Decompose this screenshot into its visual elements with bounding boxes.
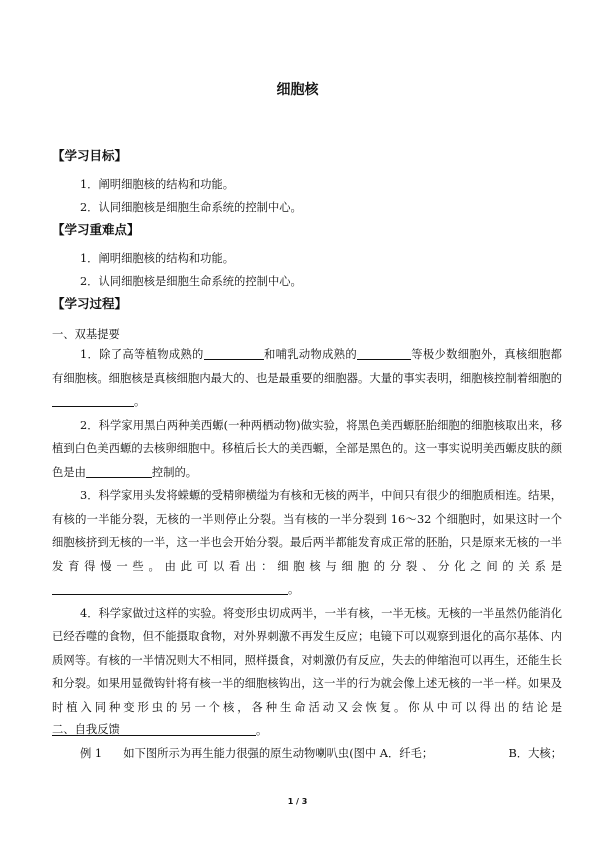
- part-two-heading: 二、自我反馈: [52, 723, 120, 736]
- page-title: 细胞核: [276, 82, 319, 98]
- exercise-1: 1．除了高等植物成熟的 和哺乳动物成熟的 等极少数细胞外，真核细胞都有细胞核。细胞核是真核细胞内最大的、也是最重要的细胞器。大量的事实表明，细胞核控制着细胞的。: [52, 348, 562, 408]
- goal-item-1: 1．阐明细胞核的结构和功能。: [80, 178, 235, 191]
- section-heading-process: 【学习过程】: [52, 296, 128, 311]
- example-text: 如下图所示为再生能力很强的原生动物喇叭虫(图中 A．纤毛；: [123, 747, 434, 760]
- key-point-item-2: 2．认同细胞核是细胞生命系统的控制中心。: [80, 275, 302, 288]
- answer-blank-1[interactable]: [204, 346, 264, 360]
- part-one-heading: 一、双基提要: [52, 328, 120, 341]
- goal-item-2: 2．认同细胞核是细胞生命系统的控制中心。: [80, 201, 302, 214]
- answer-blank-3[interactable]: [52, 393, 134, 407]
- section-heading-goals: 【学习目标】: [52, 148, 128, 163]
- page-number: 1 / 3: [287, 797, 308, 806]
- answer-blank-2[interactable]: [357, 346, 411, 360]
- exercise-paragraphs: [52, 343, 562, 743]
- example-label: 例 1: [80, 747, 103, 760]
- example-tail: B．大核；: [508, 747, 562, 760]
- exercise-4: 4．科学家做过这样的实验。将变形虫切成两半，一半有核，一半无核。无核的一半虽然仍能消化已经吞噬的食物，但不能摄取食物，对外界刺激不再发生反应；电镜下可以观察到退化的高尔基体、内质网等。有核的一半情况则大不相同，照样摄食，对刺激仍有反应，失去的伸缩泡可以再生，还能生长和分裂。如果用显微钩针将有核一半的细胞核钩出，这一半的行为就会像上述无核的一半一样。如果及时植入同种变形虫的另一个核，各种生命活动又会恢复。你从中可以得出的结论是。: [52, 606, 562, 737]
- key-point-item-1: 1．阐明细胞核的结构和功能。: [80, 252, 235, 265]
- exercise-3: 3．科学家用头发将蝾螈的受精卵横缢为有核和无核的两半，中间只有很少的细胞质相连。结果，有核的一半能分裂，无核的一半则停止分裂。当有核的一半分裂到 16～32 个细胞时，如果这时一个细胞核挤到无核的一半，这一半也会开始分裂。最后两半都能发育成正常的胚胎，只是原来无核的一半发育得慢一些。由此可以看出：细胞核与细胞的分裂、分化之间的关系是。: [52, 489, 562, 596]
- answer-blank-5[interactable]: [52, 581, 288, 595]
- section-heading-key-points: 【学习重难点】: [52, 222, 140, 237]
- example-1: [80, 745, 562, 761]
- answer-blank-4[interactable]: [86, 464, 152, 478]
- exercise-2: 2．科学家用黑白两种美西螈(一种两栖动物)做实验，将黑色美西螈胚胎细胞的细胞核取出来，移植到白色美西螈的去核卵细胞中。移植后长大的美西螈，全部是黑色的。这一事实说明美西螈皮肤的颜色是由 控制的。: [52, 418, 562, 479]
